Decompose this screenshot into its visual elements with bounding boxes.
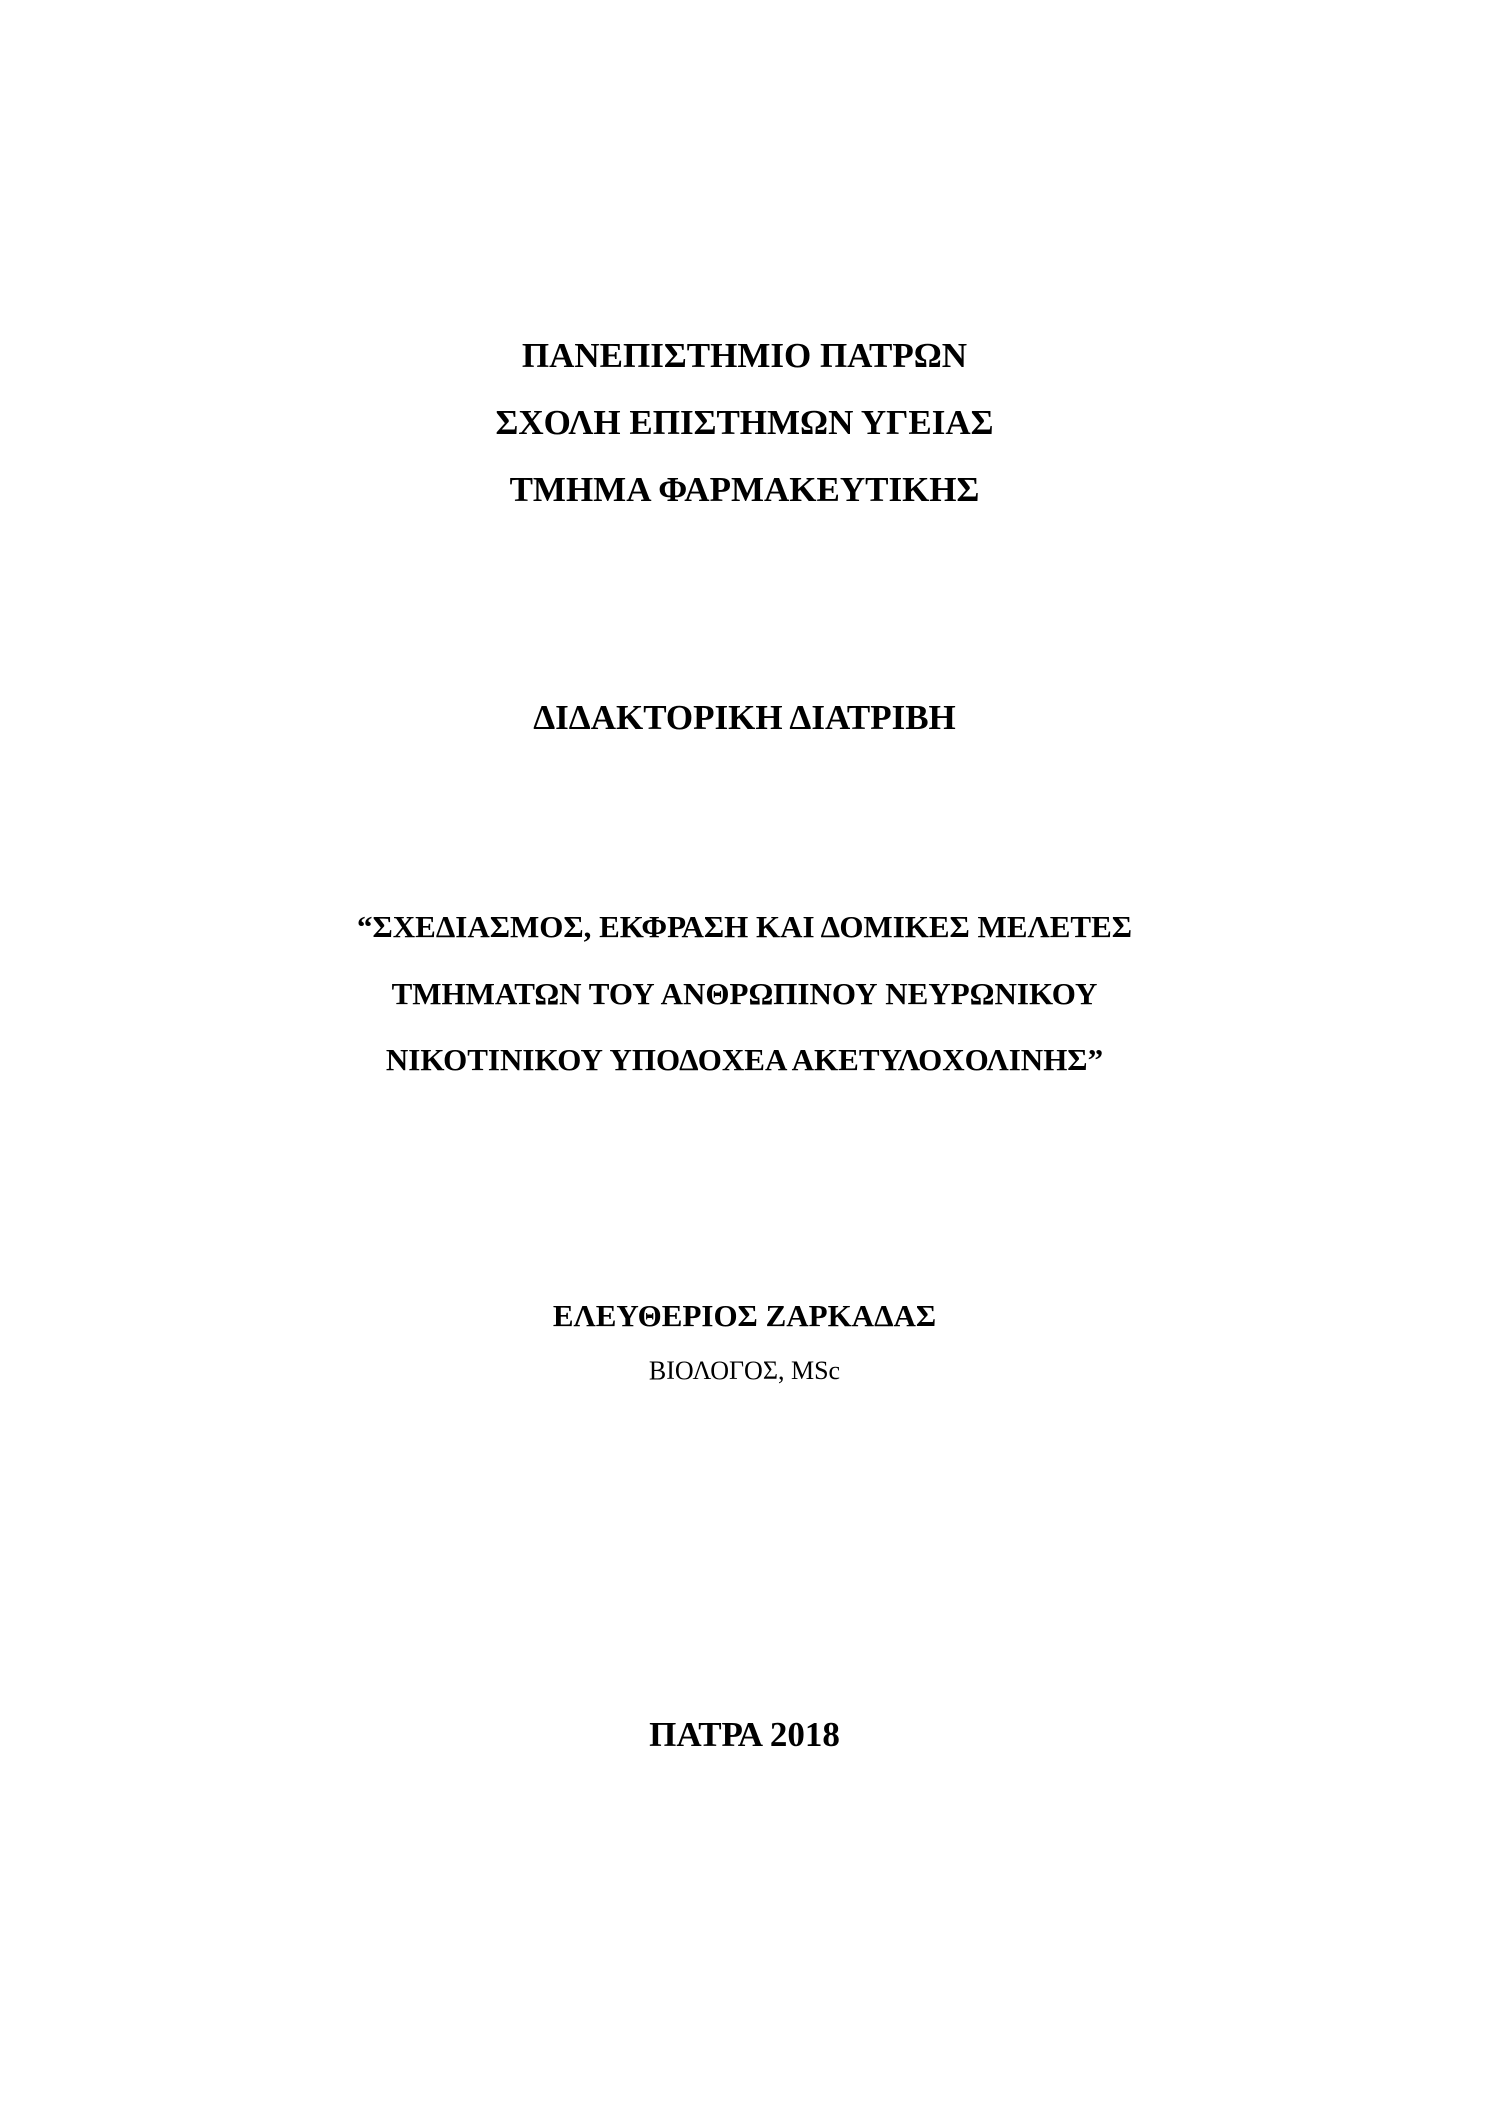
- author-credentials: ΒΙΟΛΟΓΟΣ, MSc: [648, 1356, 841, 1385]
- thesis-title-line-3: ΝΙΚΟΤΙΝΙΚΟΥ ΥΠΟΔΟΧΕΑ ΑΚΕΤΥΛΟΧΟΛΙΝΗΣ”: [385, 1042, 1104, 1077]
- document-type: ΔΙΔΑΚΤΟΡΙΚΗ ΔΙΑΤΡΙΒΗ: [533, 698, 956, 737]
- thesis-title-line-1: “ΣΧΕΔΙΑΣΜΟΣ, ΕΚΦΡΑΣΗ ΚΑΙ ΔΟΜΙΚΕΣ ΜΕΛΕΤΕΣ: [356, 909, 1133, 944]
- thesis-title-line-2: ΤΜΗΜΑΤΩΝ ΤΟΥ ΑΝΘΡΩΠΙΝΟΥ ΝΕΥΡΩΝΙΚΟΥ: [391, 976, 1098, 1011]
- department-name: ΤΜΗΜΑ ΦΑΡΜΑΚΕΥΤΙΚΗΣ: [509, 470, 980, 509]
- university-name: ΠΑΝΕΠΙΣΤΗΜΙΟ ΠΑΤΡΩΝ: [521, 336, 968, 375]
- place-year: ΠΑΤΡΑ 2018: [649, 1715, 840, 1754]
- author-name: ΕΛΕΥΘΕΡΙΟΣ ΖΑΡΚΑΔΑΣ: [552, 1298, 937, 1333]
- school-name: ΣΧΟΛΗ ΕΠΙΣΤΗΜΩΝ ΥΓΕΙΑΣ: [495, 403, 994, 442]
